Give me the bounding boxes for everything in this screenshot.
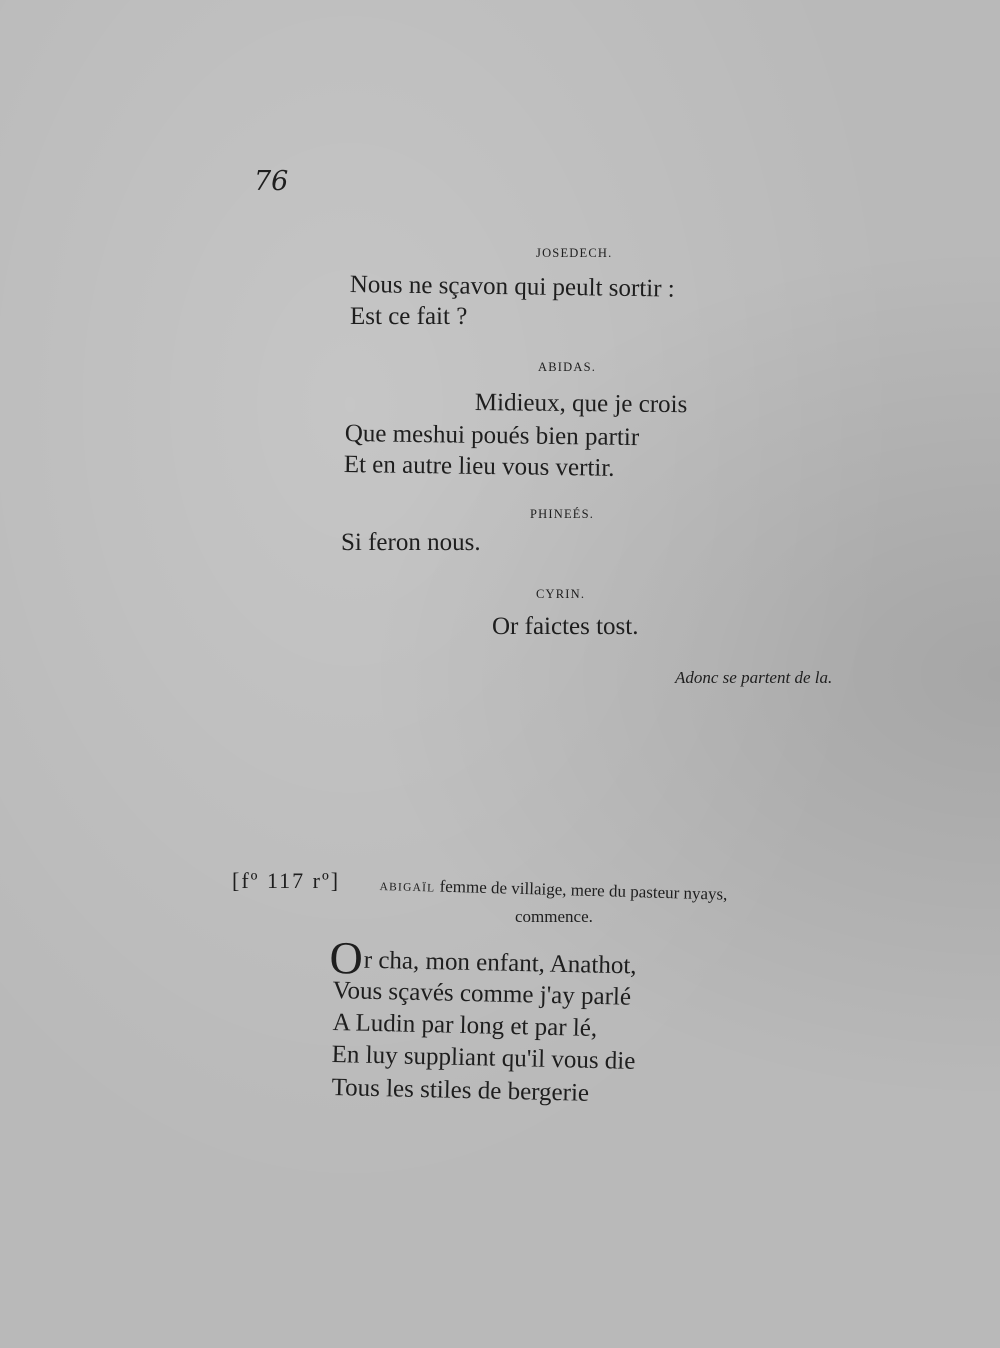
- verse-line: Tous les stiles de bergerie: [331, 1073, 590, 1107]
- drop-cap: O: [329, 932, 364, 984]
- verse-line: Vous sçavés comme j'ay parlé: [332, 976, 632, 1011]
- page-number: 76: [254, 166, 289, 197]
- verse-line: En luy suppliant qu'il vous die: [331, 1040, 636, 1075]
- verse-line: Est ce fait ?: [350, 303, 468, 330]
- verse-line: Et en autre lieu vous vertir.: [343, 450, 615, 482]
- scene-heading-line: [379, 874, 727, 908]
- scene-heading-line: commence.: [515, 907, 593, 926]
- character-description: femme de villaige, mere du pasteur nyays,: [439, 876, 728, 904]
- speaker-name: CYRIN.: [536, 587, 586, 601]
- verse-line: Nous ne sçavon qui peult sortir :: [349, 270, 675, 303]
- speaker-name: JOSEDECH.: [536, 246, 613, 260]
- verse-line: Midieux, que je crois: [474, 388, 688, 419]
- stage-direction: Adonc se partent de la.: [675, 668, 833, 687]
- speaker-name: ABIDAS.: [538, 360, 597, 374]
- verse-line-text: r cha, mon enfant, Anathot,: [363, 946, 637, 980]
- verse-line: A Ludin par long et par lé,: [332, 1008, 598, 1042]
- verse-line: Que meshui poués bien partir: [344, 419, 640, 452]
- verse-line: Si feron nous.: [341, 529, 481, 556]
- verse-line: Or faictes tost.: [492, 613, 639, 640]
- folio-reference: [fº 117 rº]: [232, 868, 341, 893]
- speaker-name: PHINEÉS.: [530, 507, 595, 521]
- character-name: ABIGAÏL: [379, 880, 436, 895]
